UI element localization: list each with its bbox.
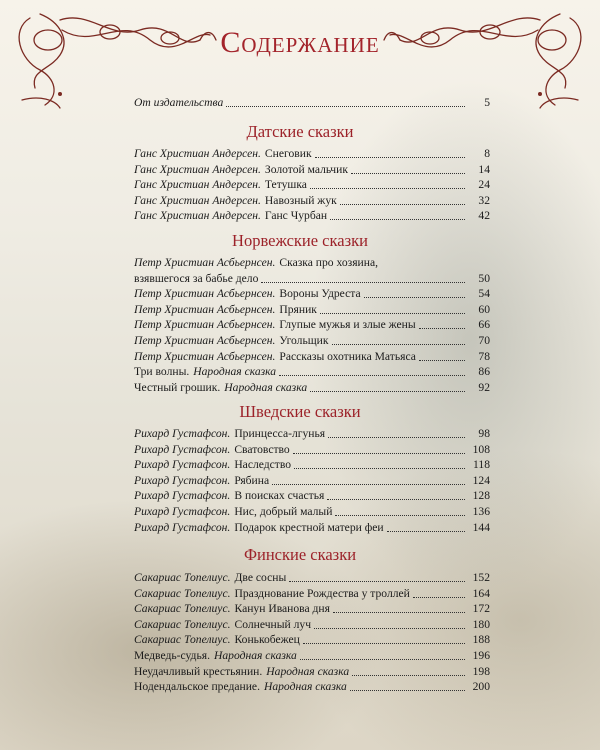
page-number: 144 <box>472 520 490 534</box>
entry-title: Сватовство <box>234 442 290 456</box>
toc-entry[interactable] <box>134 520 490 535</box>
entry-author: Рихард Густафсон. <box>134 520 231 534</box>
dot-leader <box>350 679 465 691</box>
page-number: 180 <box>472 617 490 631</box>
entry-author: Петр Христиан Асбьернсен. <box>134 349 276 363</box>
page-number: 124 <box>472 473 490 487</box>
toc-entry[interactable] <box>134 95 490 110</box>
entry-title: Медведь-судья. <box>134 649 210 662</box>
toc-entry[interactable] <box>134 208 490 223</box>
entry-author: Петр Христиан Асбьернсен. <box>134 302 276 316</box>
page-number: 98 <box>478 427 490 440</box>
page-number: 200 <box>472 680 490 694</box>
page-number: 5 <box>484 96 490 109</box>
page-number: 118 <box>473 458 490 472</box>
page-number: 8 <box>484 147 490 160</box>
toc-entry[interactable] <box>134 632 490 647</box>
page-number: 24 <box>478 178 490 192</box>
entry-title: От издательства <box>134 96 224 109</box>
page-number: 164 <box>472 586 490 600</box>
dot-leader <box>413 586 465 598</box>
dot-leader <box>261 271 465 283</box>
section-heading: Датские сказки <box>246 122 354 141</box>
toc-entry[interactable] <box>134 302 490 317</box>
dot-leader <box>328 426 465 438</box>
entry-title: Золотой мальчик <box>264 162 348 176</box>
entry-title: Подарок крестной матери феи <box>234 520 384 534</box>
page-number: 108 <box>472 442 490 456</box>
page-number: 172 <box>472 602 490 616</box>
entry-author: Петр Христиан Асбьернсен. <box>134 334 276 347</box>
entry-title: В поисках счастья <box>234 489 325 503</box>
entry-author: Петр Христиан Асбьернсен. <box>134 287 276 301</box>
entry-note: Народная сказка <box>266 664 350 678</box>
entry-title: Навозный жук <box>264 193 337 207</box>
dot-leader <box>387 520 465 532</box>
entry-author: Ганс Христиан Андерсен. <box>134 193 261 207</box>
entry-author: Сакариас Топелиус. <box>134 633 231 647</box>
page-number: 66 <box>478 318 490 332</box>
toc-entry[interactable] <box>134 617 490 632</box>
entry-author: Петр Христиан Асбьернсен. <box>134 256 276 269</box>
toc-entry[interactable] <box>134 364 490 379</box>
dot-leader <box>310 380 465 392</box>
entry-note: Народная сказка <box>193 365 277 379</box>
toc-entry[interactable] <box>134 586 490 601</box>
entry-author: Рихард Густафсон. <box>134 427 231 440</box>
entry-author: Рихард Густафсон. <box>134 458 231 472</box>
dot-leader <box>351 162 465 174</box>
entry-author: Ганс Христиан Андерсен. <box>134 178 261 192</box>
entry-note: Народная сказка <box>263 680 347 694</box>
dot-leader <box>364 286 465 298</box>
entry-title: Нис, добрый малый <box>234 505 333 518</box>
dot-leader <box>419 349 465 361</box>
page-number: 188 <box>472 633 490 647</box>
toc-entry[interactable] <box>134 162 490 177</box>
toc-entry[interactable] <box>134 255 490 270</box>
entry-title: Конькобежец <box>234 633 300 647</box>
entry-title: Солнечный луч <box>234 617 312 631</box>
dot-leader <box>289 570 465 582</box>
entry-author: Рихард Густафсон. <box>134 489 231 503</box>
entry-title: Три волны. <box>134 365 190 379</box>
toc-entry[interactable] <box>134 177 490 192</box>
dot-leader <box>279 364 465 376</box>
toc-entry[interactable] <box>134 601 490 616</box>
entry-author: Ганс Христиан Андерсен. <box>134 147 261 160</box>
dot-leader <box>333 601 465 613</box>
dot-leader <box>300 648 465 660</box>
dot-leader <box>294 457 465 469</box>
dot-leader <box>303 632 465 644</box>
toc-entry[interactable] <box>134 488 490 503</box>
entry-title: Неудачливый крестьянин. <box>134 664 263 678</box>
page-number: 136 <box>472 505 490 518</box>
toc-entry[interactable] <box>134 286 490 301</box>
entry-title-continued: взявшегося за бабье дело <box>134 271 259 285</box>
toc-entry[interactable] <box>134 473 490 488</box>
entry-title: Две сосны <box>234 571 287 584</box>
entry-author: Сакариас Топелиус. <box>134 571 231 584</box>
page-number: 14 <box>478 162 490 176</box>
entry-title: Принцесса-лгунья <box>234 427 326 440</box>
dot-leader <box>320 302 465 314</box>
page-number: 128 <box>472 489 490 503</box>
entry-author: Сакариас Топелиус. <box>134 586 231 600</box>
entry-author: Петр Христиан Асбьернсен. <box>134 318 276 332</box>
entry-title: Тетушка <box>264 178 307 192</box>
toc-entry[interactable] <box>134 648 490 663</box>
toc-entry[interactable] <box>134 457 490 472</box>
entry-title: Пряник <box>279 302 317 316</box>
toc-entry[interactable] <box>134 570 490 585</box>
entry-author: Рихард Густафсон. <box>134 442 231 456</box>
entry-note: Народная сказка <box>224 380 308 394</box>
toc-entry[interactable] <box>134 504 490 519</box>
toc-entry[interactable] <box>134 333 490 348</box>
entry-author: Рихард Густафсон. <box>134 505 231 518</box>
toc-entry[interactable] <box>134 193 490 208</box>
entry-title: Нодендальское предание. <box>134 680 260 694</box>
dot-leader <box>332 333 465 345</box>
toc-entry[interactable] <box>134 442 490 457</box>
section-heading: Шведские сказки <box>239 402 361 421</box>
entry-title: Снеговик <box>264 147 312 160</box>
page-number: 92 <box>478 380 490 394</box>
entry-author: Сакариас Топелиус. <box>134 617 231 631</box>
entry-title: Рябина <box>234 473 270 487</box>
entry-title: Угольщик <box>279 334 329 347</box>
dot-leader <box>340 193 465 205</box>
page-number: 198 <box>472 664 490 678</box>
entry-title: Рассказы охотника Матьяса <box>279 349 416 363</box>
page-number: 50 <box>478 271 490 285</box>
entry-title: Вороны Удреста <box>279 287 361 301</box>
page-number: 152 <box>472 571 490 584</box>
toc-entry[interactable] <box>134 146 490 161</box>
entry-author: Ганс Христиан Андерсен. <box>134 162 261 176</box>
page-number: 70 <box>478 334 490 347</box>
page-number: 60 <box>478 302 490 316</box>
dot-leader <box>293 442 465 454</box>
entry-title: Наследство <box>234 458 292 472</box>
dot-leader <box>310 177 465 189</box>
dot-leader <box>314 617 465 629</box>
toc-entry[interactable] <box>134 664 490 679</box>
dot-leader <box>272 473 465 485</box>
page-number: 32 <box>478 193 490 207</box>
entry-author: Ганс Христиан Андерсен. <box>134 209 261 223</box>
dot-leader <box>419 317 465 329</box>
page-number: 42 <box>478 209 490 223</box>
toc-entry[interactable] <box>134 317 490 332</box>
dot-leader <box>352 664 465 676</box>
dot-leader <box>327 488 465 500</box>
entry-author: Рихард Густафсон. <box>134 473 231 487</box>
entry-title: Честный грошик. <box>134 380 221 394</box>
section-heading: Финские сказки <box>243 545 357 564</box>
toc-entry[interactable] <box>134 271 490 286</box>
entry-note: Народная сказка <box>213 649 297 662</box>
entry-title: Ганс Чурбан <box>264 209 328 223</box>
toc-entry[interactable] <box>134 380 490 395</box>
toc-entry[interactable] <box>134 679 490 694</box>
page-number: 54 <box>478 287 490 301</box>
page-number: 86 <box>478 365 490 379</box>
page-number: 78 <box>478 349 490 363</box>
page-title: Содержание <box>220 26 380 59</box>
toc-entry[interactable] <box>134 426 490 441</box>
page-number: 196 <box>472 649 490 662</box>
entry-author: Сакариас Топелиус. <box>134 602 231 616</box>
dot-leader <box>226 95 465 107</box>
dot-leader <box>335 504 465 516</box>
dot-leader <box>315 146 465 158</box>
entry-title: Сказка про хозяина, <box>279 256 379 269</box>
dot-leader <box>330 208 465 220</box>
entry-title: Канун Иванова дня <box>234 602 330 616</box>
toc-entry[interactable] <box>134 349 490 364</box>
section-heading: Норвежские сказки <box>232 231 368 250</box>
entry-title: Глупые мужья и злые жены <box>279 318 416 332</box>
entry-title: Празднование Рождества у троллей <box>234 586 410 600</box>
